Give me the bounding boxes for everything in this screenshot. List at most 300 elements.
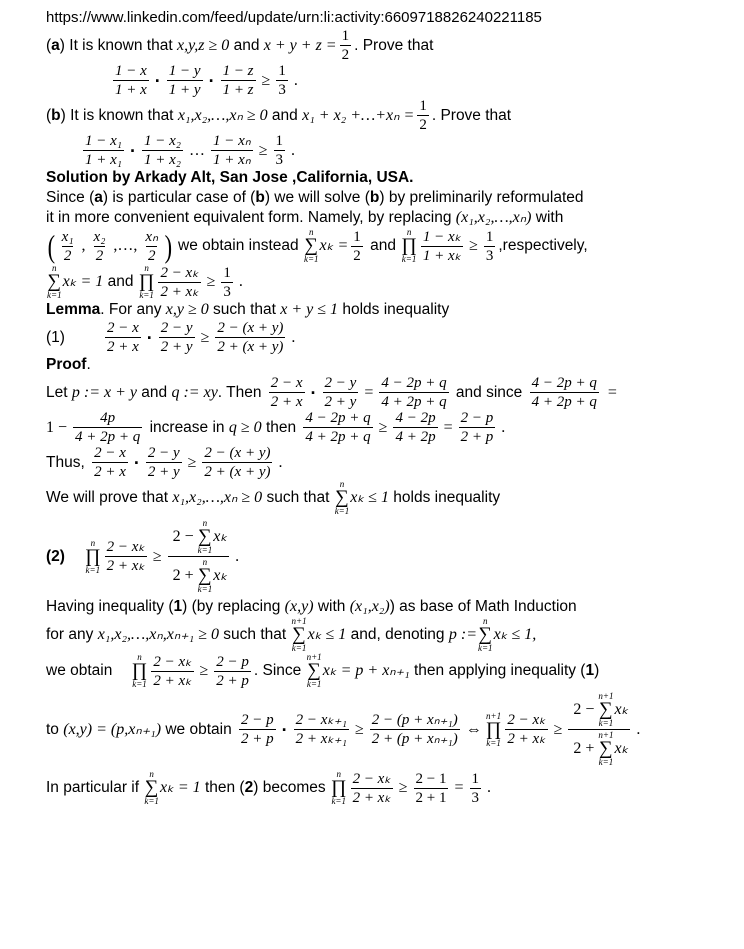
product-operator: [139, 264, 155, 300]
text: for any: [46, 626, 98, 643]
upper-limit: n+1: [598, 730, 614, 740]
text: We will prove that: [46, 489, 173, 506]
math: (x,y) = (p,xₙ₊₁): [63, 720, 162, 738]
paren-open: (: [46, 106, 52, 124]
sum-operator: [335, 480, 350, 516]
fraction: [274, 133, 286, 168]
numerator: 2 − y: [324, 375, 357, 391]
text: we obtain: [161, 720, 236, 738]
numerator: 2 − xₖ: [352, 770, 391, 787]
fraction: [470, 771, 482, 806]
numerator: 2 − p: [460, 410, 494, 426]
fraction: [568, 692, 630, 767]
text: such that: [262, 489, 334, 506]
numerator: 2 − x: [107, 320, 139, 336]
upper-limit: n: [202, 518, 208, 528]
numerator: 1 − z: [222, 63, 254, 79]
fraction: [351, 229, 363, 264]
text: ) becomes: [253, 779, 330, 796]
text: . Prove that: [354, 36, 434, 54]
lemma-statement: [46, 300, 736, 320]
period: .: [86, 356, 91, 373]
upper-limit: n+1: [486, 710, 502, 721]
solution-paragraph-4: [46, 264, 736, 300]
fraction: [151, 654, 193, 689]
sum-operator: [198, 558, 213, 594]
math: 2 +: [172, 567, 194, 584]
text: such that: [208, 301, 281, 318]
lemma-equation-1: [46, 320, 736, 355]
upper-limit: n: [90, 537, 96, 548]
denominator: 2 + xₖ: [507, 731, 546, 747]
text: ) as base of Math Induction: [389, 598, 577, 615]
solution-paragraph-2: [46, 208, 736, 228]
math: 2 +: [573, 740, 595, 757]
multiply-dot: ·: [146, 327, 153, 348]
geq-sign: ≥: [199, 662, 209, 679]
upper-limit: n: [483, 616, 488, 626]
fraction: [83, 133, 124, 168]
denominator: 2: [63, 247, 72, 264]
text: ) is particular case of (: [102, 189, 256, 206]
denominator: 2 + y: [324, 394, 357, 410]
denominator: [168, 556, 230, 594]
math: x,y,z ≥ 0: [176, 36, 230, 54]
denominator: 2 + 1: [415, 789, 447, 806]
numerator: 1 − y: [168, 63, 201, 79]
multiply-dot: ·: [281, 719, 288, 740]
paren-close: ): [59, 36, 70, 54]
fraction: [323, 375, 359, 410]
geq-sign: ≥: [354, 720, 364, 738]
lower-limit: k=1: [139, 290, 154, 300]
upper-limit: n+1: [291, 616, 307, 626]
geq-sign: ≥: [187, 453, 197, 471]
math: xₖ ≤ 1: [350, 489, 389, 506]
claim-equation-2: [46, 519, 736, 594]
multiply-dot: ·: [130, 140, 136, 161]
text: and: [267, 106, 303, 124]
problem-b-label: b: [51, 106, 61, 124]
math: (x,y): [284, 598, 314, 615]
math: xₖ = p + xₙ₊₁: [322, 662, 410, 679]
denominator: 2 + x: [270, 394, 303, 410]
numerator: 1: [341, 28, 350, 44]
math: 2 −: [172, 528, 194, 545]
sum-operator: [598, 692, 613, 728]
lower-limit: k=1: [334, 506, 350, 516]
denominator: 1 + z: [222, 82, 254, 98]
fraction: [484, 229, 496, 264]
text: it in more convenient equivalent form. Namely, by replacing: [46, 209, 456, 226]
fraction: [105, 539, 147, 574]
numerator: 1 − x₂: [144, 133, 181, 149]
math: xₖ ≤ 1,: [493, 626, 537, 643]
denominator: 4 + 2p + q: [75, 429, 141, 445]
conclusion-line: [46, 770, 736, 806]
fraction: [530, 375, 599, 410]
equals-sign: =: [454, 779, 464, 796]
sum-operator: [47, 264, 62, 300]
fraction: [159, 320, 195, 355]
denominator: 1 + x₁: [85, 152, 122, 168]
equals-sign: =: [607, 383, 617, 401]
sum-operator: [144, 770, 159, 806]
period: .: [291, 328, 296, 346]
fraction: [239, 712, 276, 747]
math: xₖ: [213, 567, 228, 584]
pi-icon: ∏: [401, 235, 417, 256]
proof-line-1: [46, 375, 736, 410]
math: xₖ =: [319, 237, 349, 254]
period: .: [291, 141, 296, 159]
period: .: [293, 71, 298, 89]
denominator: 4 + 2p + q: [305, 429, 371, 445]
text: holds inequality: [338, 301, 450, 318]
text: ) by preliminarily reformulated: [379, 189, 584, 206]
fraction: [340, 28, 352, 63]
lower-limit: k=1: [598, 757, 614, 767]
upper-limit: n: [144, 263, 149, 273]
paren-close: ): [60, 106, 71, 124]
denominator: 1 + y: [168, 82, 201, 98]
denominator: 2: [147, 247, 156, 264]
proof-line-3: [46, 445, 736, 480]
lower-limit: k=1: [85, 564, 101, 575]
numerator: 4p: [100, 410, 116, 426]
period: .: [487, 779, 492, 796]
fraction: [142, 133, 183, 168]
text: then applying inequality (: [409, 662, 586, 679]
paren-open: (: [46, 36, 52, 54]
text: such that: [219, 626, 291, 643]
bold-ref: a: [94, 189, 103, 206]
bold-ref: b: [255, 189, 265, 206]
sigma-icon: ∑: [292, 624, 306, 645]
sigma-icon: ∑: [198, 565, 212, 586]
numerator: 1 − xₖ: [422, 228, 462, 245]
induction-line-2: [46, 617, 736, 653]
denominator: 2 + xₖ₊₁: [295, 731, 347, 747]
text: Since (: [46, 189, 95, 206]
denominator: 2 + y: [147, 464, 180, 480]
math: xₖ: [614, 701, 629, 718]
numerator: 1: [223, 264, 231, 281]
upper-limit: n: [52, 263, 57, 273]
denominator: 2 + xₖ: [153, 672, 192, 689]
geq-sign: ≥: [206, 273, 216, 290]
sum-operator: [307, 653, 322, 689]
denominator: 3: [275, 152, 284, 168]
numerator: 2 − p: [241, 712, 274, 728]
text: we obtain: [46, 662, 117, 679]
ellipsis: …: [189, 141, 205, 159]
period: .: [235, 547, 240, 565]
problem-a-inequality: [46, 63, 736, 98]
fraction: [202, 445, 272, 480]
bold-ref: 1: [173, 598, 183, 615]
denominator: 2 + (x + y): [204, 464, 271, 480]
lower-limit: k=1: [144, 796, 159, 806]
heading-text: Solution by Arkady Alt, San Jose ,California, USA.: [46, 169, 414, 186]
fraction: [214, 654, 251, 689]
lower-limit: k=1: [291, 643, 307, 653]
text: ,respectively,: [498, 237, 588, 254]
denominator: 2: [419, 117, 427, 133]
lower-limit: k=1: [197, 584, 213, 594]
fraction: [167, 63, 203, 98]
math: q ≥ 0: [228, 418, 262, 436]
math: p := x + y: [71, 383, 137, 401]
pi-icon: ∏: [85, 545, 101, 567]
fraction: [146, 445, 182, 480]
denominator: 1 + xₖ: [422, 247, 462, 264]
bold-ref: b: [369, 189, 380, 206]
lower-limit: k=1: [331, 796, 347, 806]
product-operator: [401, 228, 417, 264]
sigma-icon: ∑: [599, 699, 613, 720]
math: (x₁,x₂): [349, 598, 390, 615]
sum-operator: [198, 519, 213, 555]
math: xₖ: [614, 740, 629, 757]
fraction: [113, 63, 149, 98]
numerator: 4 − 2p + q: [305, 410, 371, 426]
period: .: [501, 418, 506, 436]
numerator: 1: [471, 770, 480, 787]
numerator: 1 − x₁: [85, 133, 122, 149]
text: and: [229, 36, 264, 54]
numerator: 2 − (x + y): [204, 445, 271, 461]
fraction: [276, 63, 288, 98]
text: . Then: [217, 383, 266, 401]
sum-operator: [304, 228, 319, 264]
problem-b-statement: [46, 98, 736, 133]
fraction: [60, 229, 76, 264]
pi-icon: ∏: [138, 271, 155, 292]
pi-icon: ∏: [485, 718, 502, 740]
denominator: 4 + 2p + q: [531, 394, 597, 410]
numerator: 2 − xₖ: [160, 264, 199, 281]
denominator: 3: [223, 283, 231, 300]
text: ): [594, 662, 600, 679]
fraction: [459, 410, 496, 445]
comma: ,: [81, 237, 86, 254]
numerator: 2 − y: [147, 445, 180, 461]
numerator: 2 − xₖ₊₁: [295, 712, 347, 728]
denominator: 2: [95, 247, 104, 264]
upper-limit: n: [149, 769, 154, 779]
numerator: 4 − 2p + q: [531, 375, 597, 391]
equation-label: (1): [46, 328, 65, 346]
upper-limit: n: [336, 769, 341, 779]
fraction: [379, 375, 448, 410]
fraction: [168, 519, 230, 594]
fraction: [393, 410, 437, 445]
text: . Prove that: [431, 106, 512, 124]
bold-ref: 1: [585, 662, 595, 679]
problem-b-inequality: [46, 133, 736, 168]
solution-heading: [46, 168, 736, 188]
lower-limit: k=1: [401, 254, 417, 264]
lower-limit: k=1: [47, 290, 62, 300]
fraction: [215, 320, 285, 355]
fraction: [421, 229, 463, 264]
numerator: 2 − (x + y): [217, 320, 284, 336]
left-paren: (: [47, 228, 56, 264]
geq-sign: ≥: [152, 547, 162, 565]
text: It is known that: [70, 106, 178, 124]
lower-limit: k=1: [132, 679, 147, 689]
pi-icon: ∏: [330, 777, 347, 798]
math: x₁,x₂,…,xₙ ≥ 0: [177, 106, 268, 124]
text: Let: [46, 383, 72, 401]
numerator: 2 − xₖ: [507, 712, 546, 728]
fraction: [414, 771, 449, 806]
denominator: 4 + 2p + q: [381, 394, 447, 410]
math: x,y ≥ 0: [165, 301, 209, 318]
numerator: 2 − xₖ: [153, 653, 192, 670]
numerator: 1: [278, 63, 286, 79]
text: and: [365, 237, 401, 254]
text: and since: [451, 383, 527, 401]
numerator: 1 − x: [115, 63, 147, 79]
induction-line-3: [46, 653, 736, 689]
numerator: x₁: [61, 228, 74, 245]
upper-limit: n: [137, 652, 142, 662]
fraction: [211, 133, 253, 168]
denominator: 2 + p: [460, 429, 494, 445]
denominator: 3: [278, 82, 286, 98]
math: xₖ ≤ 1: [307, 626, 347, 643]
denominator: 2: [341, 47, 350, 63]
sum-operator: [598, 731, 613, 767]
sum-operator: [292, 617, 307, 653]
source-url[interactable]: [46, 8, 736, 28]
product-operator: [486, 712, 502, 748]
fraction: [505, 712, 547, 747]
numerator: 2 − 1: [415, 770, 447, 787]
numerator: [168, 519, 230, 556]
numerator: 2 − y: [160, 320, 193, 336]
geq-sign: ≥: [200, 328, 210, 346]
text: It is known that: [69, 36, 177, 54]
proof-heading: [46, 355, 736, 375]
period: .: [278, 453, 283, 471]
fraction: [269, 375, 305, 410]
equals-sign: =: [364, 383, 374, 401]
lower-limit: k=1: [306, 679, 322, 689]
denominator: 2 + (p + xₙ₊₁): [371, 731, 458, 747]
product-operator: [132, 653, 148, 689]
numerator: 2 − p: [216, 653, 249, 670]
denominator: 4 + 2p: [395, 429, 436, 445]
equals-sign: =: [443, 418, 453, 436]
fraction: [73, 410, 142, 445]
fraction: [351, 771, 393, 806]
geq-sign: ≥: [258, 141, 268, 159]
numerator: x₂: [93, 228, 106, 245]
math: xₖ = 1: [62, 273, 104, 290]
sum-operator: [478, 617, 493, 653]
numerator: 4 − 2p + q: [381, 375, 447, 391]
geq-sign: ≥: [398, 779, 408, 796]
text: Thus,: [46, 453, 90, 471]
math: p :=: [448, 626, 477, 643]
denominator: 2 + y: [160, 339, 193, 355]
math: xₖ: [213, 528, 228, 545]
lemma-label: Lemma: [46, 301, 101, 318]
pi-icon: ∏: [131, 660, 148, 681]
text: then: [261, 418, 301, 436]
lower-limit: k=1: [598, 718, 614, 728]
text: and: [136, 383, 172, 401]
denominator: 3: [471, 789, 480, 806]
fraction: [221, 265, 233, 300]
multiply-dot: ·: [133, 452, 140, 473]
denominator: 1 + xₙ: [213, 152, 251, 168]
bold-ref: 2: [244, 779, 254, 796]
text: . Since: [253, 662, 306, 679]
fraction: [303, 410, 372, 445]
text: and, denoting: [346, 626, 449, 643]
fraction: [92, 445, 128, 480]
problem-a-label: a: [51, 36, 60, 54]
lower-limit: k=1: [486, 737, 501, 748]
sigma-icon: ∑: [144, 777, 159, 798]
upper-limit: n: [339, 479, 345, 489]
ellipsis: ,…,: [113, 237, 138, 254]
upper-limit: n+1: [598, 691, 614, 701]
denominator: 1 + x₂: [144, 152, 181, 168]
text: to: [46, 720, 64, 738]
url-text[interactable]: https://www.linkedin.com/feed/update/urn:li:activity:6609718826240221185: [46, 9, 542, 26]
fraction: [417, 98, 429, 133]
math: x₁ + x₂ +…+xₙ =: [302, 106, 415, 124]
text: with: [313, 598, 350, 615]
fraction: [221, 63, 256, 98]
problem-a-statement: [46, 28, 736, 63]
numerator: 1: [419, 98, 427, 114]
denominator: 2 + x: [107, 339, 139, 355]
right-paren: ): [164, 228, 173, 264]
period: .: [238, 273, 243, 290]
numerator: 1 − xₙ: [213, 133, 251, 149]
numerator: 2 − xₖ: [106, 539, 145, 555]
fraction: [143, 229, 160, 264]
text: and: [103, 273, 138, 290]
denominator: 2 + x: [94, 464, 126, 480]
denominator: 3: [485, 247, 494, 264]
geq-sign: ≥: [378, 418, 388, 436]
text: In particular if: [46, 779, 144, 796]
numerator: 1: [353, 228, 361, 245]
fraction: [105, 320, 141, 355]
numerator: 1: [485, 228, 494, 245]
product-operator: [85, 539, 101, 575]
math: x + y + z =: [263, 36, 337, 54]
geq-sign: ≥: [553, 720, 563, 738]
geq-sign: ≥: [469, 237, 478, 254]
text: ) (by replacing: [182, 598, 285, 615]
numerator: xₙ: [145, 228, 159, 245]
solution-paragraph-1: [46, 188, 736, 208]
solution-paragraph-3: [46, 228, 736, 264]
text: Having inequality (: [46, 598, 174, 615]
text: ) we will solve (: [264, 189, 370, 206]
math: x + y ≤ 1: [280, 301, 339, 318]
fraction: [294, 712, 349, 747]
math: x₁,x₂,…,xₙ,xₙ₊₁ ≥ 0: [97, 626, 219, 643]
